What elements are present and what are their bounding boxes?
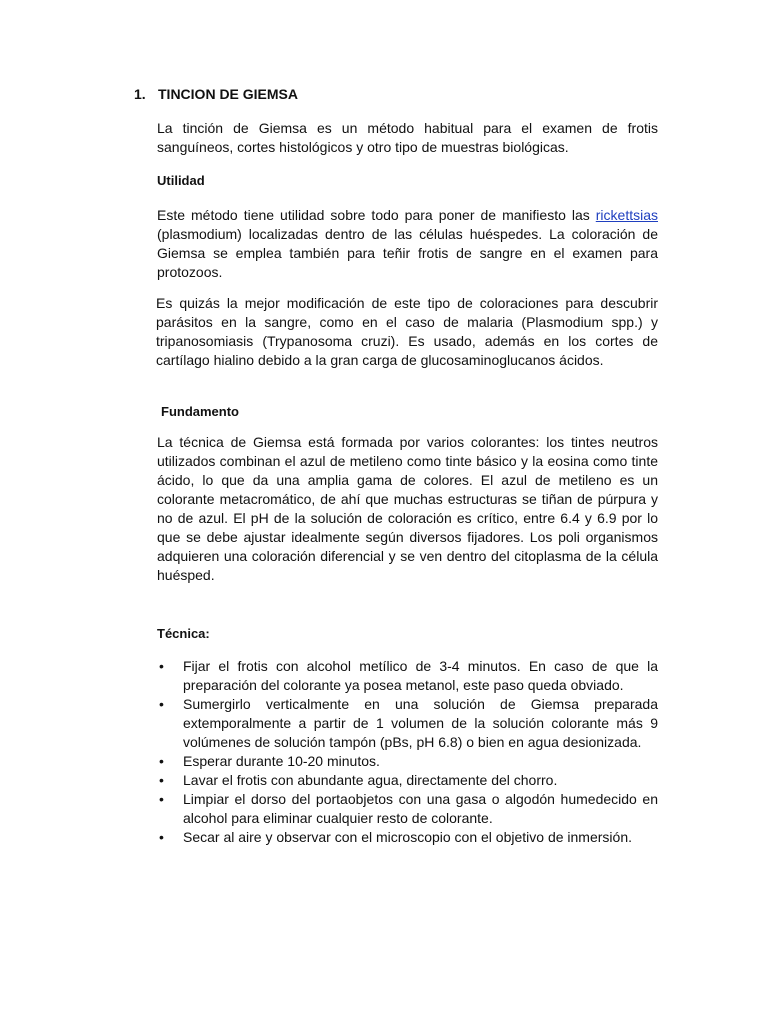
bullet-icon: • bbox=[159, 829, 164, 845]
list-item-text: Limpiar el dorso del portaobjetos con una gasa o algodón humedecido en alcohol para eliminar cualquier resto de colorante. bbox=[183, 791, 658, 826]
heading-utilidad: Utilidad bbox=[157, 173, 205, 188]
heading-tecnica: Técnica: bbox=[157, 626, 210, 641]
list-item-text: Sumergirlo verticalmente en una solución de Giemsa preparada extemporalmente a partir de 1 volumen de la solución colorante más 9 volúmenes de solución tampón (pBs, pH 6.8) o bien en agua desionizada. bbox=[183, 696, 658, 750]
list-item bbox=[157, 657, 658, 695]
list-item bbox=[157, 752, 658, 771]
list-item bbox=[157, 828, 658, 847]
bullet-icon: • bbox=[159, 658, 164, 674]
list-item-text: Lavar el frotis con abundante agua, directamente del chorro. bbox=[183, 772, 558, 788]
list-item-text: Fijar el frotis con alcohol metílico de 3-4 minutos. En caso de que la preparación del colorante ya posea metanol, este paso queda obviado. bbox=[183, 658, 658, 693]
tecnica-list bbox=[157, 657, 658, 847]
utilidad-paragraph-2: Es quizás la mejor modificación de este tipo de coloraciones para descubrir parásitos en la sangre, como en el caso de malaria (Plasmodium spp.) y tripanosomiasis (Trypanosoma cruzi). Es usado, además en los cortes de cartílago hialino debido a la gran carga de glucosaminoglucanos ácidos. bbox=[156, 295, 658, 368]
rickettsias-link[interactable]: rickettsias bbox=[595, 207, 658, 223]
fundamento-paragraph: La técnica de Giemsa está formada por varios colorantes: los tintes neutros utilizados combinan el azul de metileno como tinte básico y la eosina como tinte ácido, lo que da una amplia gama de colores. El azul de metileno es un colorante metacromático, de ahí que muchas estructuras se tiñan de púrpura y no de azul. El pH de la solución de coloración es crítico, entre 6.4 y 6.9 por lo que se debe ajustar idealmente según diversos fijadores. Los poli organismos adquieren una coloración diferencial y se ven dentro del citoplasma de la célula huésped. bbox=[157, 434, 658, 583]
bullet-icon: • bbox=[159, 753, 164, 769]
list-item bbox=[157, 771, 658, 790]
section-number: 1. bbox=[134, 86, 146, 102]
section-title-text: TINCION DE GIEMSA bbox=[158, 86, 299, 102]
list-item-text: Secar al aire y observar con el microscopio con el objetivo de inmersión. bbox=[183, 829, 632, 845]
bullet-icon: • bbox=[159, 791, 164, 807]
section-title bbox=[134, 85, 298, 103]
bullet-icon: • bbox=[159, 696, 164, 712]
intro-paragraph: La tinción de Giemsa es un método habitual para el examen de frotis sanguíneos, cortes histológicos y otro tipo de muestras biológicas. bbox=[157, 120, 658, 155]
list-item bbox=[157, 790, 658, 828]
list-item-text: Esperar durante 10-20 minutos. bbox=[183, 753, 380, 769]
utilidad-p1-end: (plasmodium) localizadas dentro de las células huéspedes. La coloración de Giemsa se emplea también para teñir frotis de sangre en el examen para protozoos. bbox=[157, 226, 658, 280]
utilidad-p1-start: Este método tiene utilidad sobre todo para poner de manifiesto las bbox=[157, 207, 596, 223]
heading-fundamento: Fundamento bbox=[161, 404, 239, 419]
list-item bbox=[157, 695, 658, 752]
bullet-icon: • bbox=[159, 772, 164, 788]
utilidad-paragraph-1 bbox=[157, 206, 658, 282]
